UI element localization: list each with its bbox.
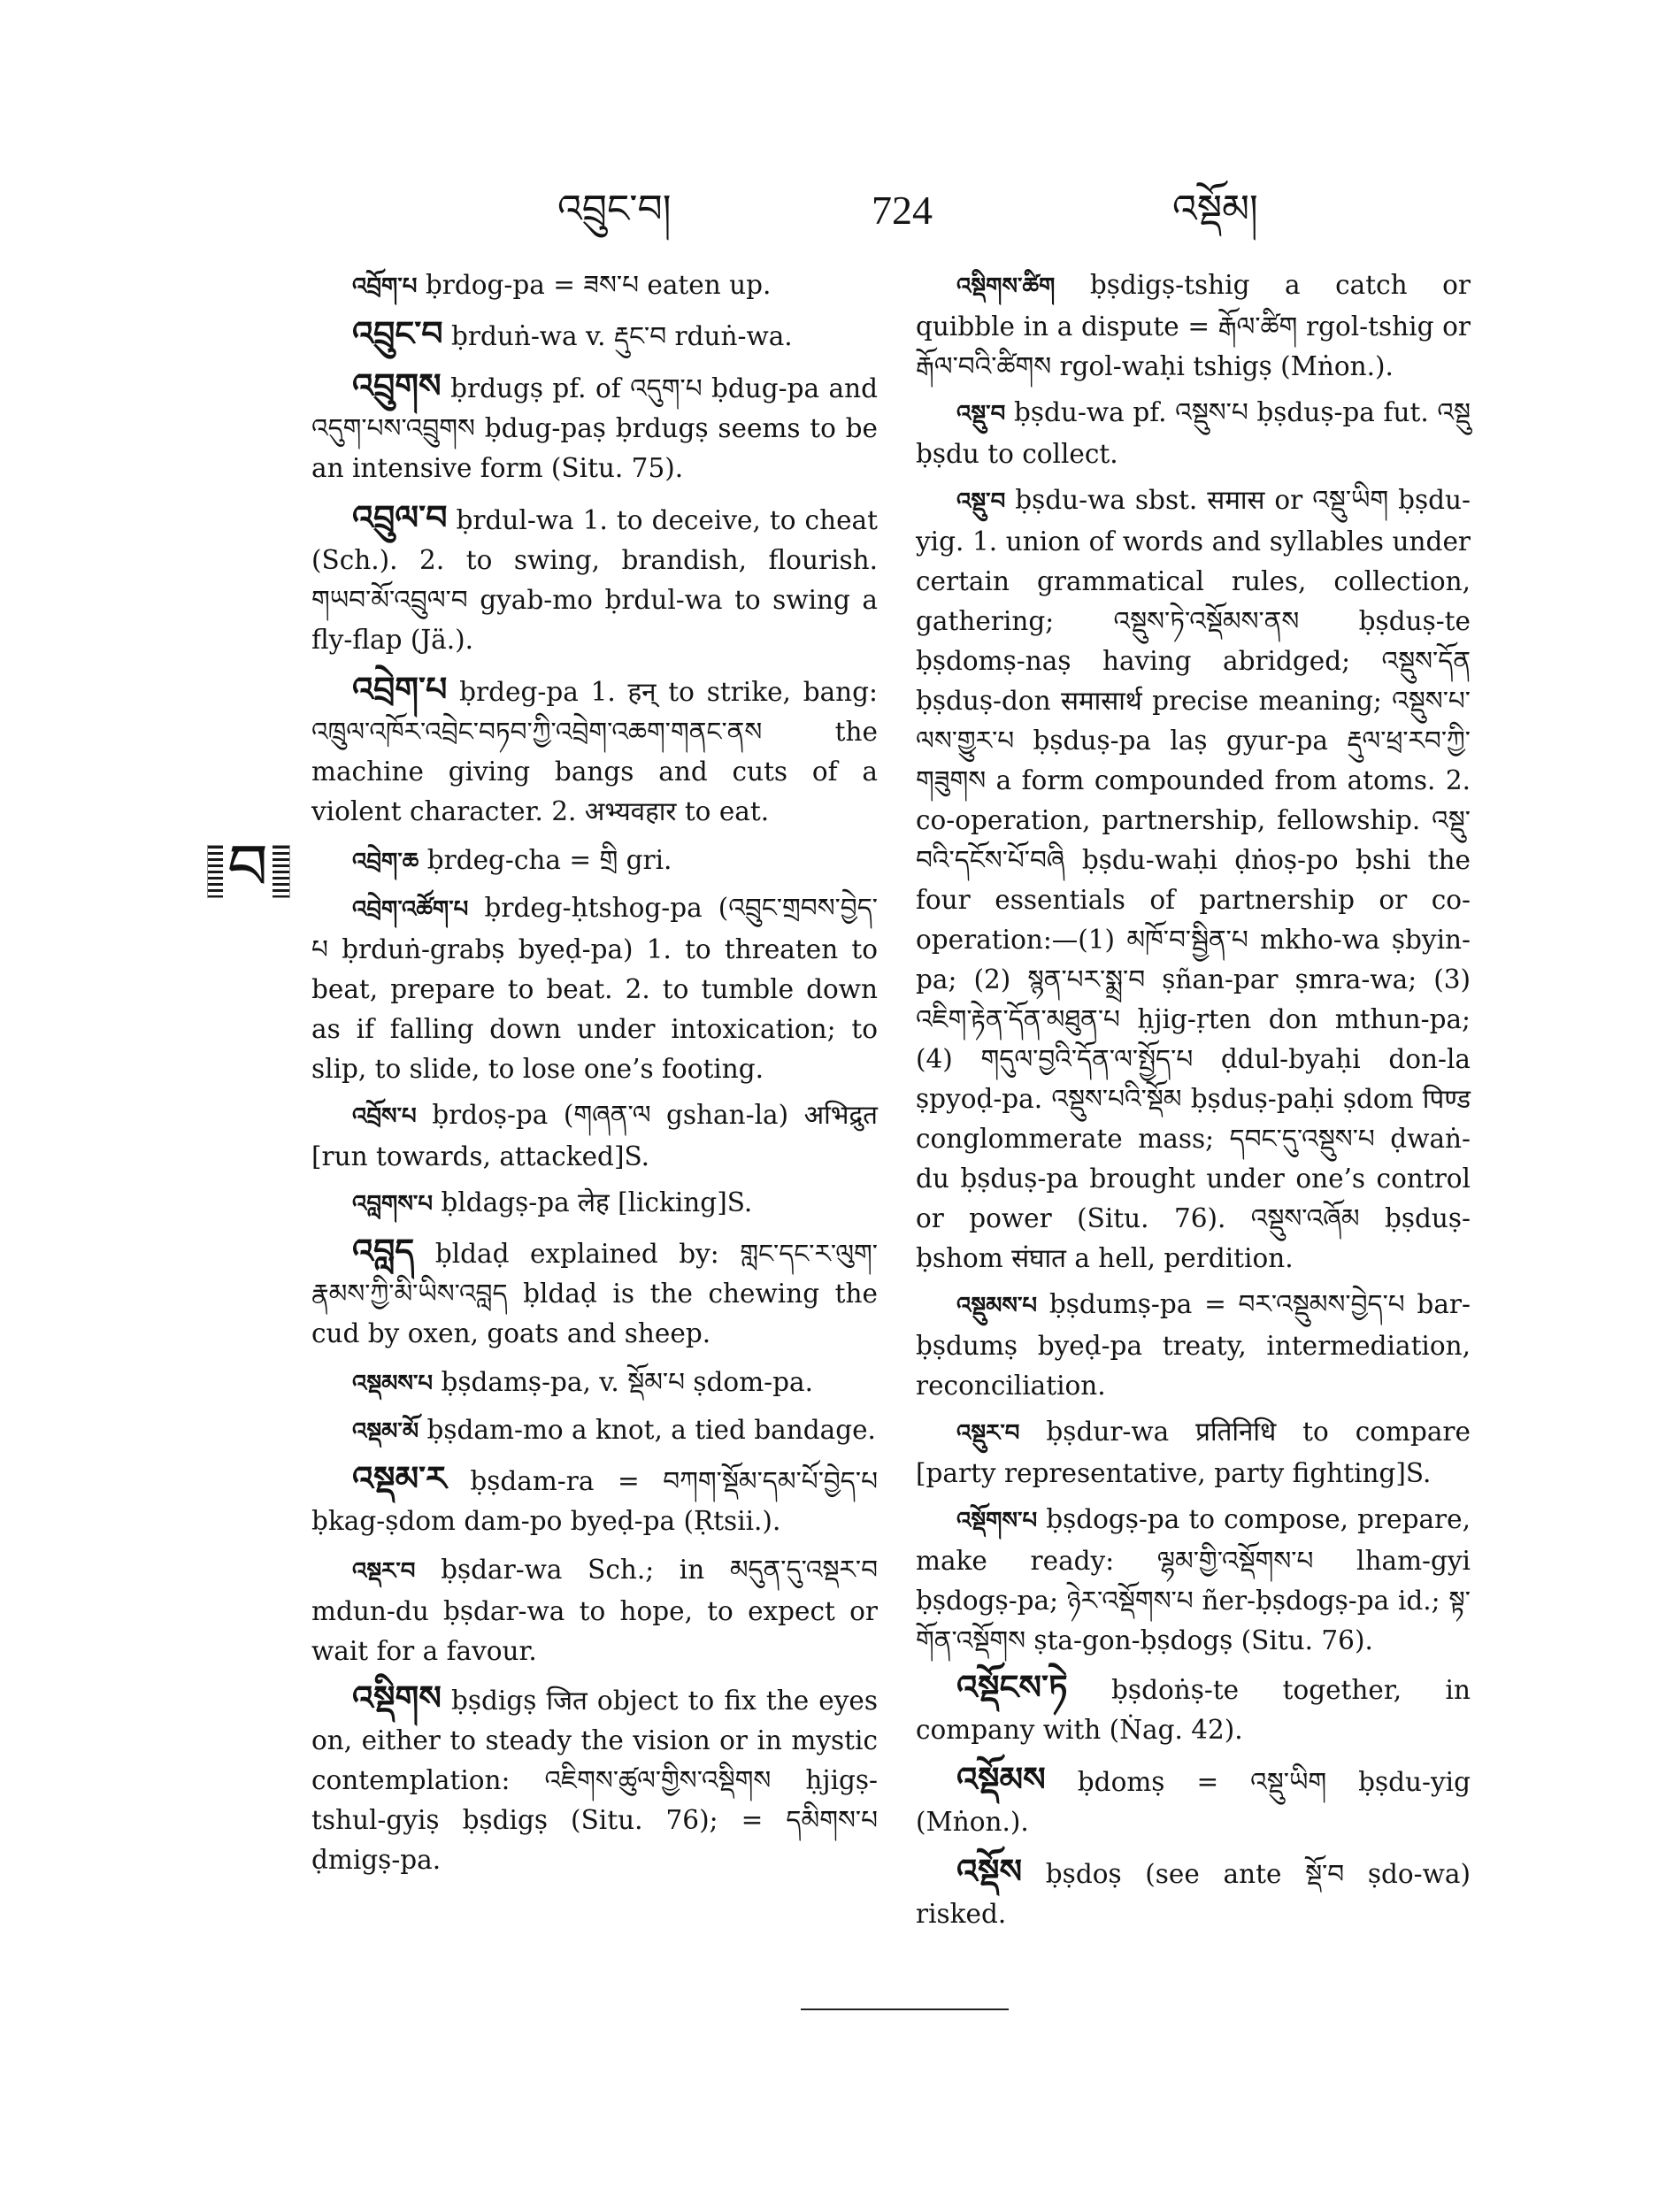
entry-definition: ḅrdeg-pa 1. हन् to strike, bang: འཁྲུལ་འཁོར་འབྲེང་བཏབ་ཀྱི་འབྲེག་འཆག་གནང་ནས the machine giving bangs and cuts of a violent character. 2. अभ्यवहार to eat. [311, 677, 878, 826]
entry-definition: ḅrdeg-ḥtshog-pa (འབྲུང་གྲབས་བྱེད་པ ḅrduṅ-grabṣ byeḍ-pa) 1. to threaten to beat, prepare to beat. 2. to tumble down as if falling down under intoxication; to slip, to slide, to lose one’s footing. [311, 893, 878, 1084]
dictionary-entry [311, 1231, 878, 1354]
entry-definition: ḅldaḍ explained by: གླང་དང་ར་ལུག་རྣམས་ཀྱི་མི་ཡིས་འབླད ḅldaḍ is the chewing the cud by oxen, goats and sheep. [311, 1239, 878, 1348]
dictionary-entry [311, 669, 878, 832]
entry-headword: འབྲེག་པ [352, 669, 448, 709]
dictionary-entry [311, 1363, 878, 1404]
dictionary-entry [916, 480, 1471, 1279]
thumb-index-letter: བ [223, 832, 273, 902]
entry-definition: ḅrdog-pa = ཟས་པ eaten up. [425, 270, 772, 300]
dictionary-entry [916, 1667, 1471, 1750]
dictionary-entry [311, 1410, 878, 1452]
running-head-left: འབྲུང་བ། [557, 187, 672, 232]
entry-headword: འསྡུ་བ [956, 488, 1006, 515]
dictionary-entry [311, 1550, 878, 1671]
dictionary-entry [916, 1759, 1471, 1842]
entry-headword: འབྲེག་འཚོག་པ [352, 896, 469, 923]
entry-headword: འསྡར་བ [352, 1558, 416, 1585]
entry-definition: ḅrdeg-cha = གྲི gri. [426, 845, 672, 875]
entry-definition: ḅṣdamṣ-pa, v. སྡོམ་པ ṣdom-pa. [441, 1367, 813, 1397]
entry-definition: ḅrdugṣ pf. of འདུག་པ ḅdug-pa and འདུག་པས་འབྲུགས ḅdug-paṣ ḅrdugṣ seems to be an intensive form (Situ. 75). [311, 373, 878, 483]
entry-definition: ḅrdoṣ-pa (གཞན་ལ gshan-la) अभिद्रुत [run towards, attacked]S. [311, 1100, 878, 1171]
entry-definition: ḅrduṅ-wa v. རྡུང་བ rduṅ-wa. [450, 321, 793, 351]
entry-definition: ḅṣdogṣ-pa to compose, prepare, make ready: ལྷམ་གྱི་འསྡོགས་པ lham-gyi ḅṣdogṣ-pa; ཉེར་འསྡོགས་པ ñer-ḅṣdogṣ-pa id.; སྟ་གོན་འསྡོགས ṣta-gon-ḅṣdogṣ (Situ. 76). [916, 1504, 1471, 1655]
entry-definition: ḅṣdoṣ (see ante སྡོ་བ ṣdo-wa) risked. [916, 1859, 1471, 1929]
entry-headword: འསྡོགས་པ [956, 1508, 1038, 1534]
dictionary-entry [311, 1183, 878, 1225]
dictionary-entry [311, 497, 878, 660]
dictionary-entry [916, 1412, 1471, 1494]
entry-headword: འབྲོས་པ [352, 1103, 417, 1130]
dictionary-entry [916, 1500, 1471, 1661]
entry-definition: ḅṣdam-ra = བཀག་སྡོམ་དམ་པོ་བྱེད་པ ḅkag-ṣdom dam-po byeḍ-pa (Ṛtsii.). [311, 1466, 878, 1536]
entry-definition: ḅṣdumṣ-pa = བར་འསྡུམས་བྱེད་པ bar-ḅṣdumṣ byeḍ-pa treaty, intermediation, reconciliation. [916, 1289, 1471, 1401]
entry-headword: འབྲུང་བ [352, 313, 443, 353]
right-column [916, 265, 1471, 1943]
entry-headword: འསྡིགས་ཚིག [956, 273, 1056, 300]
entry-headword: འབྲུལ་བ [352, 497, 448, 537]
dictionary-entry [916, 265, 1471, 387]
entry-headword: འསྡམ་ར [352, 1458, 447, 1498]
entry-headword: འབྲུགས [352, 365, 442, 405]
entry-headword: འབྲེག་ཆ [352, 849, 419, 875]
entry-definition: ḅṣdigṣ जित object to fix the eyes on, either to steady the vision or in mystic contemplation: འཇིགས་ཚུལ་གྱིས་འསྡིགས ḥjigṣ-tshul-gyiṣ ḅṣdigṣ (Situ. 76); = དམིགས་པ ḍmigṣ-pa. [311, 1686, 878, 1875]
entry-headword: འསྡོམས [956, 1759, 1046, 1799]
entry-definition: ḅṣdoṅṣ-te together, in company with (Ṅag. 42). [916, 1675, 1471, 1745]
entry-headword: འསྡམ་མོ [352, 1418, 419, 1445]
entry-definition: ḅṣdu-wa sbst. समास or འསྡུ་ཡིག ḅṣdu-yig. 1. union of words and syllables under certain grammatical rules, collection, gathering; འསྡུས་ཏེ་འསྡོམས་ནས ḅṣduṣ-te ḅṣdomṣ-naṣ having abridged; འསྡུས་དོན ḅṣduṣ-don समासार्थ precise meaning; འསྡུས་པ་ལས་གྱུར་པ ḅṣduṣ-pa laṣ gyur-pa རྡུལ་ཕྲ་རབ་ཀྱི་གཟུགས a form compounded from atoms. 2. co-operation, partnership, fellowship. འསྡུ་བའི་དངོས་པོ་བཞི ḅṣdu-waḥi ḍṅoṣ-po ḅshi the four essentials of partnership or co-operation:—(1) མཁོ་བ་སྦྱིན་པ mkho-wa ṣbyin-pa; (2) སྙན་པར་སྨྲ་བ ṣñan-par ṣmra-wa; (3) འཇིག་རྟེན་དོན་མཐུན་པ ḥjig-ṛten don mthun-pa; (4) གདུལ་བྱའི་དོན་ལ་སྤྱོད་པ ḍdul-byaḥi don-la ṣpyoḍ-pa. འསྡུས་པའི་སྡོམ ḅṣduṣ-paḥi ṣdom पिण्ड conglommerate mass; དབང་དུ་འསྡུས་པ ḍwaṅ-du ḅṣduṣ-pa brought under one’s control or power (Situ. 76). འསྡུས་འཞོམ ḅṣduṣ-ḅshom संघात a hell, perdition. [916, 485, 1471, 1273]
entry-headword: འསྡུ་བ [956, 401, 1006, 427]
dictionary-entry [311, 313, 878, 357]
entry-headword: འསྡོངས་ཏེ [956, 1667, 1068, 1707]
dictionary-entry [916, 1851, 1471, 1934]
entry-definition: ḅṣdar-wa Sch.; in མདུན་དུ་འསྡར་བ mdun-du ḅṣdar-wa to hope, to expect or wait for a favour. [311, 1555, 878, 1666]
entry-definition: ḅldagṣ-pa लेह [licking]S. [441, 1187, 753, 1217]
dictionary-entry [311, 265, 878, 307]
entry-definition: ḅdomṣ = འསྡུ་ཡིག ḅṣdu-yig (Mṅon.). [916, 1767, 1471, 1837]
entry-headword: འསྡུམས་པ [956, 1293, 1038, 1319]
entry-definition: ḅrdul-wa 1. to deceive, to cheat (Sch.). 2. to swing, brandish, flourish. གཡབ་མོ་འབྲུལ་བ gyab-mo ḅrdul-wa to swing a fly-flap (Jä.). [311, 505, 878, 655]
end-rule [801, 2008, 1009, 2010]
entry-headword: འསྡམས་པ [352, 1371, 434, 1397]
entry-definition: ḅṣdigṣ-tshig a catch or quibble in a dispute = རྒོལ་ཚིག rgol-tshig or རྒོལ་བའི་ཚིགས rgol-waḥi tshigṣ (Mṅon.). [916, 270, 1471, 381]
dictionary-entry [311, 365, 878, 488]
entry-headword: འབྲོག་པ [352, 273, 418, 300]
dictionary-entry [311, 888, 878, 1089]
dictionary-entry [311, 1458, 878, 1541]
running-head-right: འསྡོམ། [1172, 187, 1258, 232]
dictionary-entry [311, 1095, 878, 1177]
dictionary-entry [311, 841, 878, 882]
dictionary-entry [916, 1285, 1471, 1406]
dictionary-entry [311, 1678, 878, 1880]
entry-headword: འསྡོས [956, 1851, 1023, 1891]
entry-definition: ḅṣdu-wa pf. འསྡུས་པ ḅṣduṣ-pa fut. འསྡུ ḅṣdu to collect. [916, 397, 1471, 469]
page-number: 724 [872, 188, 933, 233]
entry-definition: ḅṣdur-wa प्रतिनिधि to compare [party representative, party fighting]S. [916, 1417, 1471, 1488]
entry-headword: འབླགས་པ [352, 1191, 434, 1217]
entry-headword: འསྡུར་བ [956, 1420, 1020, 1447]
entry-headword: འསྡིགས [352, 1678, 442, 1717]
dictionary-entry [916, 393, 1471, 474]
left-column [311, 265, 878, 1889]
entry-headword: འབླད [352, 1231, 415, 1271]
entry-definition: ḅṣdam-mo a knot, a tied bandage. [426, 1415, 876, 1445]
